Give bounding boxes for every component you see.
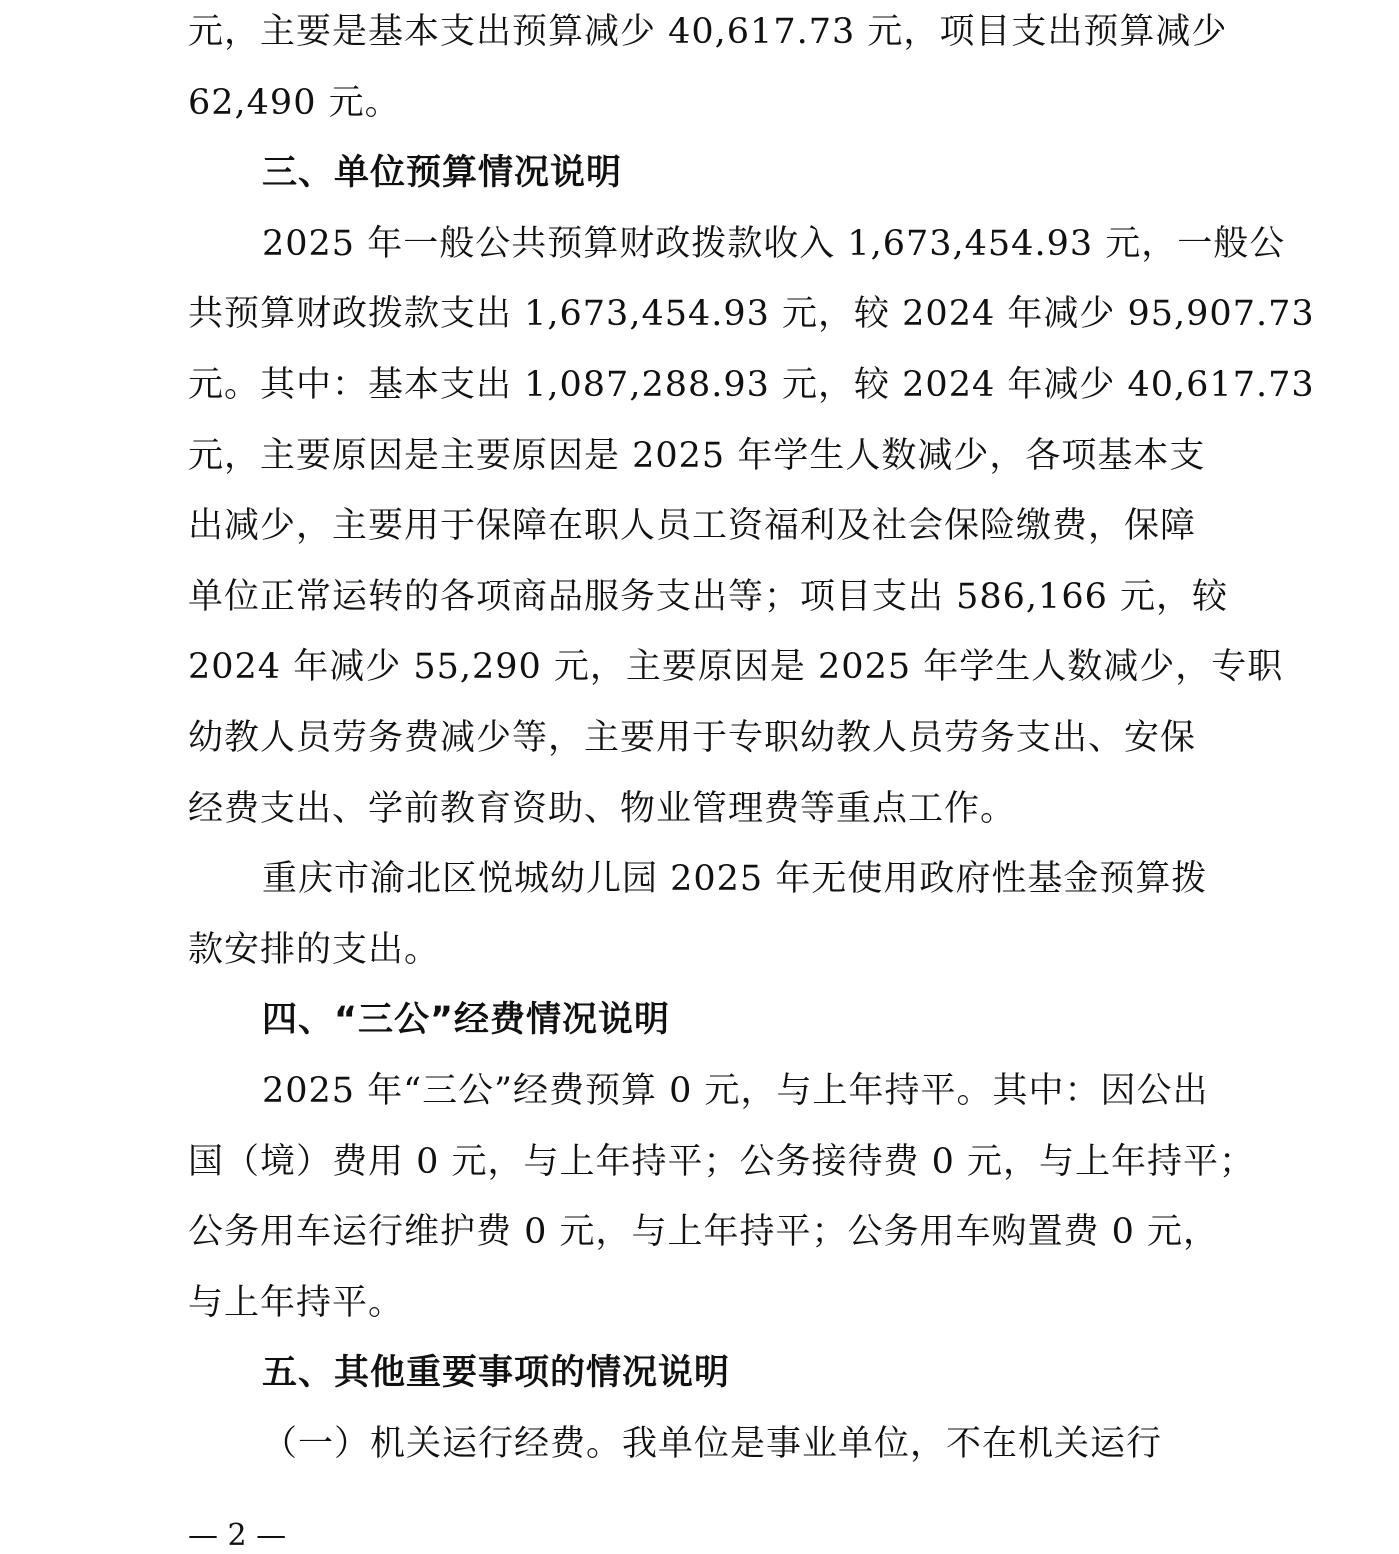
section3-paragraph-1 — [188, 209, 1315, 844]
section3-paragraph-2 — [188, 844, 1228, 985]
text-line: 62,490 元。 — [188, 82, 401, 123]
text-line: 2024 年减少 55,290 元，主要原因是 2025 年学生人数减少，专职 — [188, 647, 1284, 688]
text-line: 幼教人员劳务费减少等，主要用于专职幼教人员劳务支出、安保 — [188, 717, 1197, 758]
paragraph-continued — [188, 0, 1228, 138]
section5-paragraph — [188, 1409, 1228, 1480]
text-line: 2025 年一般公共预算财政拨款收入 1,673,454.93 元，一般公 — [262, 223, 1286, 264]
section-heading-4: 四、“三公”经费情况说明 — [262, 1000, 671, 1041]
section-heading-5: 五、其他重要事项的情况说明 — [262, 1353, 731, 1394]
text-line: 国（境）费用 0 元，与上年持平；公务接待费 0 元，与上年持平； — [188, 1141, 1256, 1182]
text-line: 重庆市渝北区悦城幼儿园 2025 年无使用政府性基金预算拨 — [262, 859, 1208, 900]
document-page — [188, 0, 1315, 1479]
text-line: 元，主要是基本支出预算减少 40,617.73 元，项目支出预算减少 — [188, 12, 1228, 52]
section4-paragraph — [188, 1056, 1256, 1338]
text-line: 2025 年“三公”经费预算 0 元，与上年持平。其中：因公出 — [262, 1070, 1209, 1111]
text-line: （一）机关运行经费。我单位是事业单位，不在机关运行 — [262, 1423, 1163, 1464]
text-line: 款安排的支出。 — [188, 929, 441, 970]
text-line: 出减少，主要用于保障在职人员工资福利及社会保险缴费，保障 — [188, 506, 1197, 547]
page-number: — 2 — — [188, 1518, 287, 1553]
text-line: 公务用车运行维护费 0 元，与上年持平；公务用车购置费 0 元， — [188, 1212, 1220, 1253]
text-line: 经费支出、学前教育资助、物业管理费等重点工作。 — [188, 788, 1017, 829]
text-line: 共预算财政拨款支出 1,673,454.93 元，较 2024 年减少 95,907.73 — [188, 294, 1315, 335]
text-line: 元。其中：基本支出 1,087,288.93 元，较 2024 年减少 40,617.73 — [188, 364, 1315, 405]
text-line: 元，主要原因是主要原因是 2025 年学生人数减少，各项基本支 — [188, 435, 1206, 476]
text-line: 单位正常运转的各项商品服务支出等；项目支出 586,166 元，较 — [188, 576, 1228, 617]
text-line: 与上年持平。 — [188, 1282, 405, 1323]
section-heading-3: 三、单位预算情况说明 — [262, 153, 623, 194]
